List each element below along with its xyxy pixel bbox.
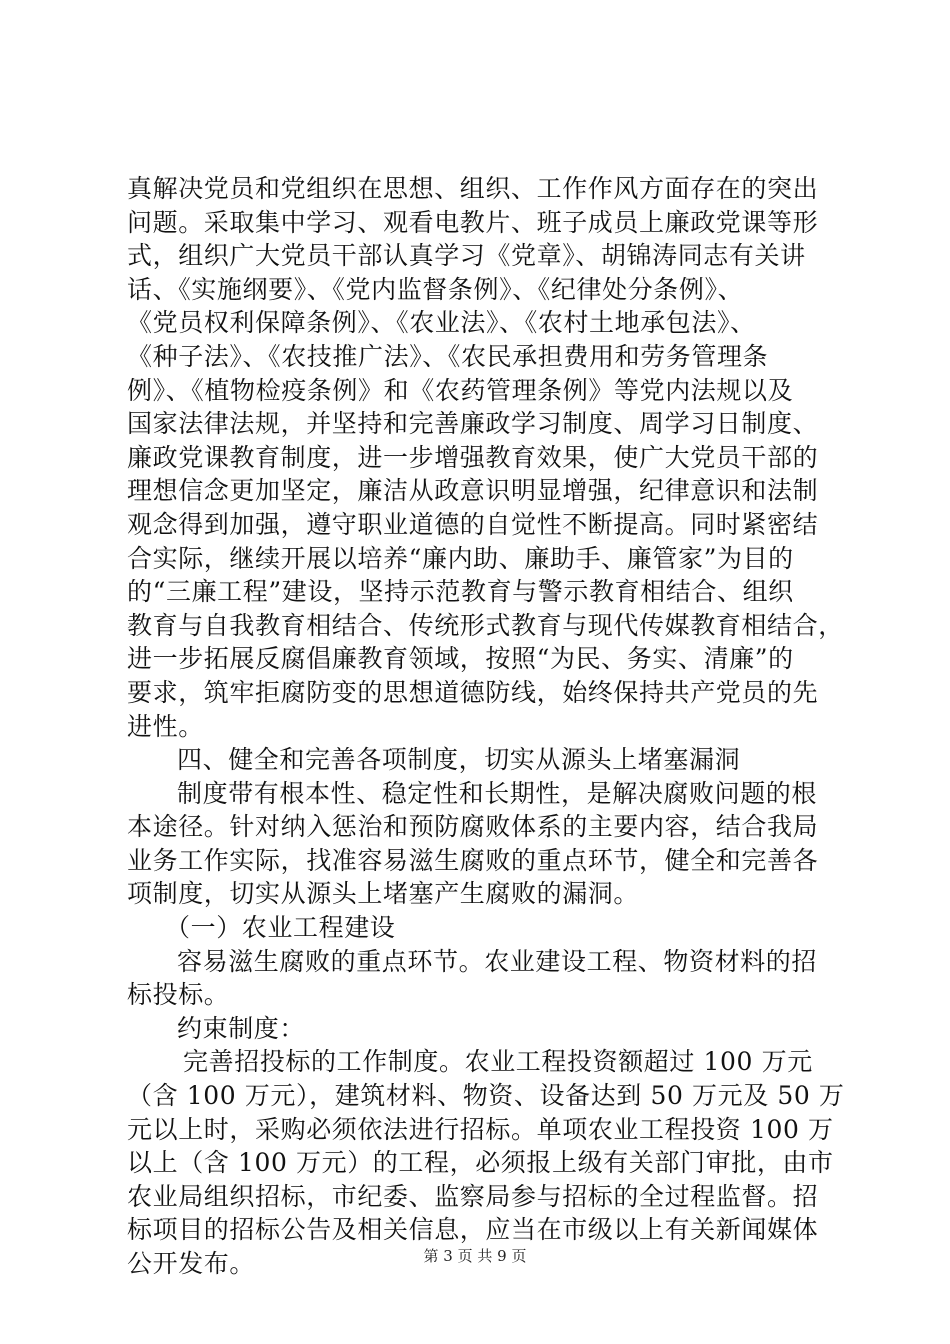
- text-line: 问题。采取集中学习、观看电教片、班子成员上廉政党课等形: [127, 207, 819, 237]
- text-line: 元以上时，采购必须依法进行招标。单项农业工程投资 100 万: [127, 1114, 834, 1144]
- text-line: 四、健全和完善各项制度，切实从源头上堵塞漏洞: [177, 745, 741, 775]
- text-line: 要求，筑牢拒腐防变的思想道德防线，始终保持共产党员的先: [127, 677, 819, 707]
- text-line: 进一步拓展反腐倡廉教育领域，按照“为民、务实、清廉”的: [127, 644, 794, 674]
- text-line: 《种子法》、《农技推广法》、《农民承担费用和劳务管理条: [127, 341, 769, 371]
- text-line: 业务工作实际，找准容易滋生腐败的重点环节，健全和完善各: [127, 845, 819, 875]
- text-line: 制度带有根本性、稳定性和长期性，是解决腐败问题的根: [177, 778, 818, 808]
- text-line: 公开发布。: [127, 1249, 256, 1278]
- text-line: 标项目的招标公告及相关信息，应当在市级以上有关新闻媒体: [127, 1215, 819, 1245]
- page-footer: 第 3 页 共 9 页: [423, 1247, 527, 1265]
- text-line: 进性。: [127, 711, 204, 741]
- text-line: 完善招投标的工作制度。农业工程投资额超过 100 万元: [183, 1047, 813, 1077]
- text-line: 式，组织广大党员干部认真学习《党章》、胡锦涛同志有关讲: [127, 241, 806, 271]
- text-line: 项制度，切实从源头上堵塞产生腐败的漏洞。: [127, 879, 640, 909]
- text-line: 的“三廉工程”建设，坚持示范教育与警示教育相结合、组织: [127, 577, 794, 607]
- text-line: 农业局组织招标，市纪委、监察局参与招标的全过程监督。招: [127, 1181, 819, 1211]
- text-line: 标投标。: [127, 980, 230, 1010]
- text-line: 理想信念更加坚定，廉洁从政意识明显增强，纪律意识和法制: [127, 476, 819, 506]
- text-line: 真解决党员和党组织在思想、组织、工作作风方面存在的突出: [127, 174, 819, 203]
- text-line: （含 100 万元），建筑材料、物资、设备达到 50 万元及 50 万: [127, 1081, 845, 1111]
- text-line: 约束制度：: [177, 1013, 306, 1043]
- text-line: 《党员权利保障条例》、《农业法》、《农村土地承包法》、: [127, 308, 756, 338]
- text-line: 国家法律法规，并坚持和完善廉政学习制度、周学习日制度、: [127, 409, 819, 439]
- document-body: [127, 172, 847, 1281]
- text-line: 话、《实施纲要》、《党内监督条例》、《纪律处分条例》、: [127, 274, 744, 304]
- text-line: 教育与自我教育相结合、传统形式教育与现代传媒教育相结合，: [127, 610, 844, 640]
- text-line: 以上（含 100 万元）的工程，必须报上级有关部门审批，由市: [127, 1148, 834, 1178]
- text-line: （一）农业工程建设: [165, 913, 396, 943]
- text-line: 容易滋生腐败的重点环节。农业建设工程、物资材料的招: [177, 946, 818, 976]
- text-line: 观念得到加强，遵守职业道德的自觉性不断提高。同时紧密结: [127, 509, 819, 539]
- text-line: 本途径。针对纳入惩治和预防腐败体系的主要内容，结合我局: [127, 812, 819, 842]
- text-line: 廉政党课教育制度，进一步增强教育效果，使广大党员干部的: [127, 442, 819, 472]
- text-line: 例》、《植物检疫条例》和《农药管理条例》等党内法规以及: [127, 375, 794, 405]
- text-line: 合实际，继续开展以培养“廉内助、廉助手、廉管家”为目的: [127, 543, 794, 573]
